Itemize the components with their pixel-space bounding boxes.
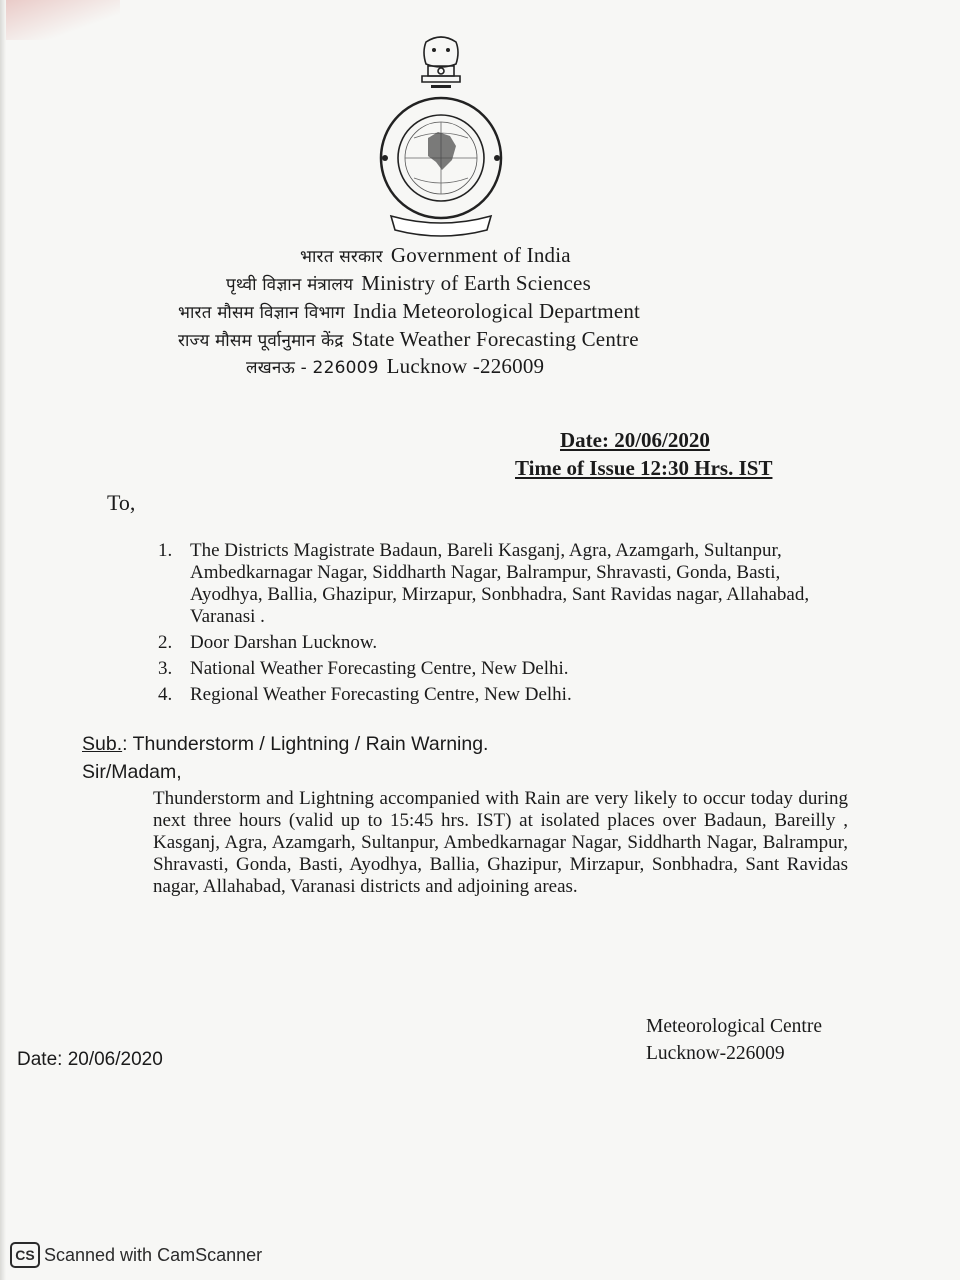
signature-block <box>646 1013 822 1067</box>
header-lucknow-address: लखनऊ - 226009 Lucknow -226009 <box>246 354 545 378</box>
to-label: To, <box>107 490 136 515</box>
camscanner-watermark <box>10 1242 262 1268</box>
subject-label: Sub. <box>82 733 123 755</box>
footer-date: Date: 20/06/2020 <box>17 1049 163 1070</box>
list-item: 1. The Districts Magistrate Badaun, Bareli Kasganj, Agra, Azamgarh, Sultanpur, Ambedkarnagar Nagar, Siddharth Nagar, Balrampur, Shravasti, Gonda, Basti, Ayodhya, Ballia, Ghazipur, Mirzapur, Sonbhadra, Sant Ravidas nagar, Allahabad, Varanasi . <box>158 540 810 627</box>
subject-text: : Thunderstorm / Lightning / Rain Warning. <box>122 733 489 755</box>
subject-line <box>82 733 488 756</box>
corner-mark <box>0 0 120 40</box>
header-state-centre: राज्य मौसम पूर्वानुमान केंद्र State Weather Forecasting Centre <box>178 327 639 351</box>
camscanner-logo: CS <box>10 1242 40 1268</box>
header-imd: भारत मौसम विज्ञान विभाग India Meteorological Department <box>178 299 641 323</box>
page-edge-shadow <box>0 0 6 1280</box>
issue-time: Time of Issue 12:30 Hrs. IST <box>515 456 773 480</box>
camscanner-text: Scanned with CamScanner <box>44 1244 263 1265</box>
list-item: 3. National Weather Forecasting Centre, New Delhi. <box>158 658 569 679</box>
header-ministry: पृथ्वी विज्ञान मंत्रालय Ministry of Earth Sciences <box>226 271 591 295</box>
list-item: 4. Regional Weather Forecasting Centre, New Delhi. <box>158 684 572 705</box>
imd-emblem-icon <box>376 30 506 240</box>
header-govt-of-india: भारत सरकार Government of India <box>300 243 571 267</box>
issue-date: Date: 20/06/2020 <box>560 428 710 452</box>
signature-line-1: Meteorological Centre <box>646 1016 822 1037</box>
salutation: Sir/Madam, <box>82 761 182 783</box>
recipients-list <box>158 540 848 710</box>
signature-line-2: Lucknow-226009 <box>646 1043 785 1064</box>
list-item: 2. Door Darshan Lucknow. <box>158 632 378 653</box>
warning-body: Thunderstorm and Lightning accompanied with Rain are very likely to occur today during next three hours (valid up to 15:45 hrs. IST) at isolated places over Badaun, Bareilly , Kasganj, Agra, Azamgarh, Sultanpur, Ambedkarnagar Nagar, Siddharth Nagar, Balrampur, Shravasti, Gonda, Basti, Ayodhya, Ballia, Ghazipur, Mirzapur, Sonbhadra, Sant Ravidas nagar, Allahabad, Varanasi districts and adjoining areas. <box>153 788 848 897</box>
